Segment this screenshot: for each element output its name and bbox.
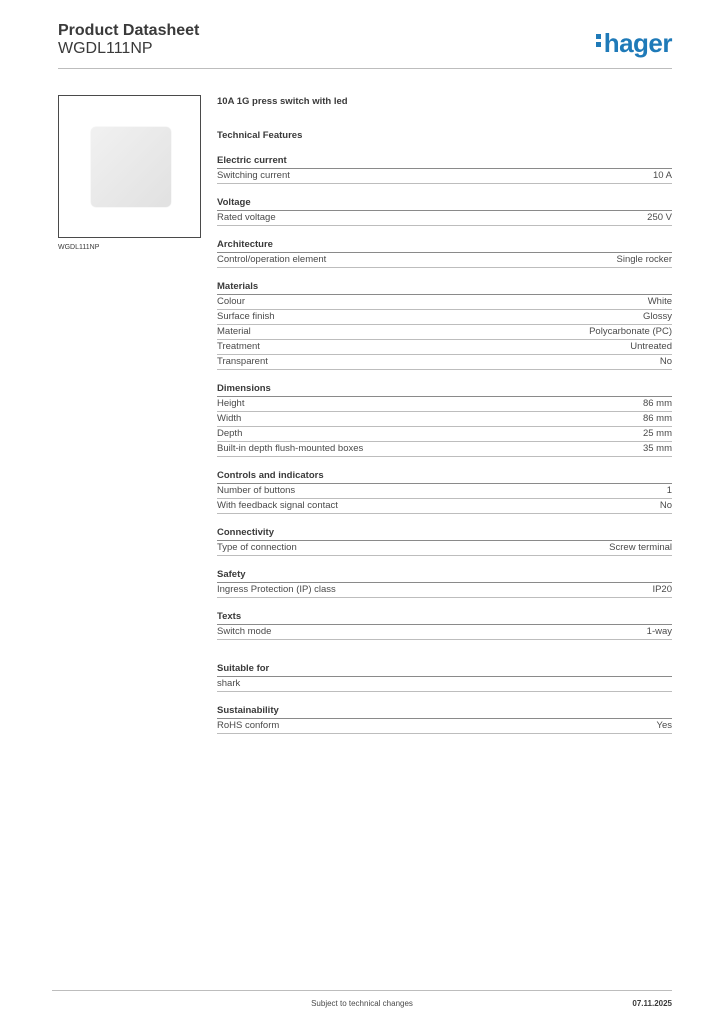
spec-label: Width bbox=[217, 413, 242, 424]
page-header bbox=[58, 20, 672, 70]
spec-section bbox=[217, 281, 672, 370]
spec-value: 1 bbox=[666, 485, 672, 496]
spec-row bbox=[217, 427, 672, 442]
section-title: Texts bbox=[217, 611, 672, 625]
spec-row bbox=[217, 211, 672, 226]
section-title: Electric current bbox=[217, 155, 672, 169]
spec-value: 1-way bbox=[646, 626, 672, 637]
spec-value: 86 mm bbox=[642, 398, 672, 409]
spec-label: Material bbox=[217, 326, 251, 337]
section-title: Suitable for bbox=[217, 663, 672, 677]
spec-row bbox=[217, 325, 672, 340]
spec-label: Depth bbox=[217, 428, 243, 439]
logo-dots-icon bbox=[596, 31, 602, 50]
spec-label: Number of buttons bbox=[217, 485, 296, 496]
spec-value: 250 V bbox=[647, 212, 672, 223]
spec-section bbox=[217, 569, 672, 598]
spec-label: Switch mode bbox=[217, 626, 272, 637]
spec-label: Height bbox=[217, 398, 245, 409]
section-title: Safety bbox=[217, 569, 672, 583]
spec-value: White bbox=[647, 296, 672, 307]
spec-section bbox=[217, 611, 672, 640]
header-divider bbox=[58, 68, 672, 69]
spec-label: With feedback signal contact bbox=[217, 500, 338, 511]
spec-label: Treatment bbox=[217, 341, 260, 352]
spec-label: Transparent bbox=[217, 356, 268, 367]
spec-value: Polycarbonate (PC) bbox=[589, 326, 672, 337]
spec-row bbox=[217, 677, 672, 692]
spec-section bbox=[217, 383, 672, 457]
section-title: Voltage bbox=[217, 197, 672, 211]
spec-value: Screw terminal bbox=[609, 542, 672, 553]
spec-value: Untreated bbox=[630, 341, 672, 352]
spec-value: Glossy bbox=[642, 311, 672, 322]
switch-plate-image bbox=[91, 127, 171, 207]
spec-section bbox=[217, 527, 672, 556]
spec-row bbox=[217, 625, 672, 640]
spec-row bbox=[217, 397, 672, 412]
section-title: Materials bbox=[217, 281, 672, 295]
spec-label: Switching current bbox=[217, 170, 290, 181]
spec-label: Control/operation element bbox=[217, 254, 327, 265]
spec-row bbox=[217, 169, 672, 184]
spec-section bbox=[217, 155, 672, 184]
spec-row bbox=[217, 253, 672, 268]
spec-section bbox=[217, 239, 672, 268]
spec-value: 86 mm bbox=[642, 413, 672, 424]
spec-label: Ingress Protection (IP) class bbox=[217, 584, 336, 595]
spec-row bbox=[217, 541, 672, 556]
footer-note: Subject to technical changes bbox=[311, 999, 413, 1008]
logo-text: hager bbox=[603, 28, 672, 58]
spec-label: Type of connection bbox=[217, 542, 297, 553]
spec-section bbox=[217, 663, 672, 692]
spec-value: No bbox=[659, 500, 672, 511]
spec-row bbox=[217, 340, 672, 355]
spec-label: RoHS conform bbox=[217, 720, 280, 731]
section-title: Dimensions bbox=[217, 383, 672, 397]
spec-section bbox=[217, 470, 672, 514]
spec-label: Colour bbox=[217, 296, 245, 307]
section-title: Controls and indicators bbox=[217, 470, 672, 484]
product-name: 10A 1G press switch with led bbox=[217, 96, 348, 107]
footer-date: 07.11.2025 bbox=[632, 999, 672, 1008]
product-image-caption: WGDL111NP bbox=[58, 244, 100, 251]
spec-value: 35 mm bbox=[642, 443, 672, 454]
spec-label: shark bbox=[217, 678, 241, 689]
spec-section bbox=[217, 197, 672, 226]
spec-section bbox=[217, 705, 672, 734]
spec-label: Built-in depth flush-mounted boxes bbox=[217, 443, 364, 454]
spec-row bbox=[217, 310, 672, 325]
spec-value: Yes bbox=[656, 720, 672, 731]
spec-value: 10 A bbox=[652, 170, 672, 181]
footer-divider bbox=[52, 990, 672, 991]
document-title: Product Datasheet bbox=[58, 22, 200, 39]
spec-value: Single rocker bbox=[616, 254, 672, 265]
spec-value: No bbox=[659, 356, 672, 367]
technical-features-heading: Technical Features bbox=[217, 130, 303, 141]
spec-row bbox=[217, 442, 672, 457]
hager-logo bbox=[596, 28, 672, 59]
spec-sections bbox=[217, 155, 672, 734]
product-image-frame bbox=[58, 95, 201, 238]
product-code: WGDL111NP bbox=[58, 40, 153, 57]
spec-label: Rated voltage bbox=[217, 212, 276, 223]
spec-value: IP20 bbox=[652, 584, 672, 595]
spec-row bbox=[217, 484, 672, 499]
spec-row bbox=[217, 583, 672, 598]
spec-row bbox=[217, 719, 672, 734]
spec-label: Surface finish bbox=[217, 311, 275, 322]
section-title: Connectivity bbox=[217, 527, 672, 541]
section-title: Architecture bbox=[217, 239, 672, 253]
spec-row bbox=[217, 355, 672, 370]
spec-row bbox=[217, 295, 672, 310]
spec-row bbox=[217, 499, 672, 514]
spec-value: 25 mm bbox=[642, 428, 672, 439]
spec-row bbox=[217, 412, 672, 427]
datasheet-content bbox=[217, 95, 672, 734]
section-title: Sustainability bbox=[217, 705, 672, 719]
